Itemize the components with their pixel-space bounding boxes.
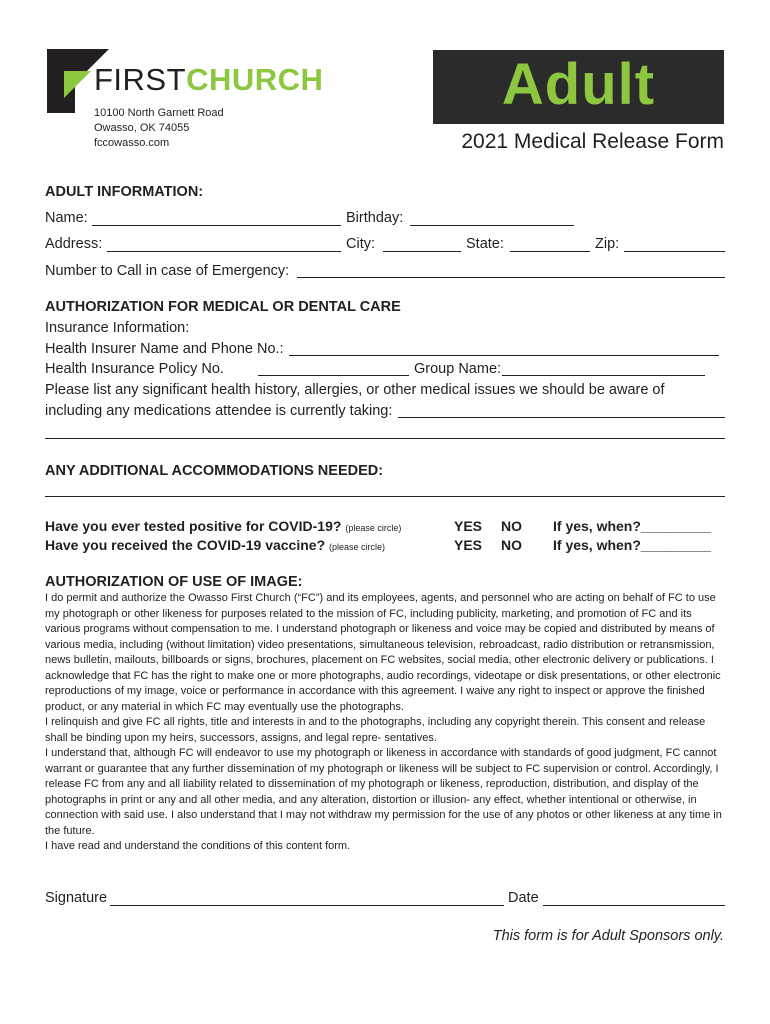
- policy-field[interactable]: [258, 374, 409, 376]
- city-field[interactable]: [383, 250, 461, 252]
- zip-label: Zip:: [595, 236, 620, 252]
- insurer-field[interactable]: [289, 354, 719, 356]
- name-field[interactable]: [92, 224, 341, 226]
- adult-info-heading: ADULT INFORMATION:: [45, 184, 204, 200]
- sponsor-footnote: This form is for Adult Sponsors only.: [492, 928, 724, 944]
- date-field[interactable]: [543, 904, 725, 906]
- covid-vaccine-text: Have you received the COVID-19 vaccine?: [45, 537, 326, 553]
- accommodations-field[interactable]: [45, 495, 725, 497]
- group-label: Group Name:: [414, 361, 502, 377]
- address-label: Address:: [45, 236, 103, 252]
- image-auth-paragraph-4: I have read and understand the conditions of this content form.: [45, 840, 351, 852]
- image-auth-body: [45, 591, 725, 855]
- covid-positive-question: [45, 517, 401, 537]
- covid-vaccine-question: [45, 536, 385, 556]
- covid-positive-no[interactable]: NO: [501, 518, 522, 534]
- name-label: Name:: [45, 210, 88, 226]
- covid-vaccine-no[interactable]: NO: [501, 537, 522, 553]
- covid-positive-when[interactable]: If yes, when?_________: [553, 518, 711, 534]
- signature-field[interactable]: [110, 904, 504, 906]
- zip-field[interactable]: [624, 250, 725, 252]
- address-field[interactable]: [107, 250, 341, 252]
- covid-vaccine-when[interactable]: If yes, when?_________: [553, 537, 711, 553]
- address-line-2: Owasso, OK 74055: [94, 122, 190, 134]
- birthday-field[interactable]: [410, 224, 574, 226]
- history-field-line-2[interactable]: [45, 437, 725, 439]
- covid-positive-yes[interactable]: YES: [454, 518, 483, 534]
- logo-church-text: CHURCH: [186, 62, 324, 97]
- logo-first-text: FIRST: [94, 62, 187, 97]
- covid-vaccine-yes[interactable]: YES: [454, 537, 483, 553]
- insurer-label: Health Insurer Name and Phone No.:: [45, 341, 284, 357]
- covid-vaccine-hint: (please circle): [329, 542, 386, 552]
- image-auth-paragraph-1: I do permit and authorize the Owasso First Church (“FC”) and its employees, agents, and personnel who are acting on behalf of FC to use my photograph or other likeness for purposes related to the mission of FC, including publicity, marketing, and promotion of FC and its various programs without compensation to me. I understand photograph or likeness and voice may be copied and distributed by means of various media, including (without limitation) video presentations, simultaneous television, rebroadcast, radio distribution or retransmission, news bulletin, mailouts, billboards or signs, brochures, placement on FC websites, social media, other electronic delivery or publications. I acknowledge that FC has the right to make one or more photographs, audio recordings, videotape or disk presentations, or other electronic reproductions of my image, voice or performance in accordance with this agreement. I waive any right to inspect or approve the finished product, or any material in which FC may eventually use the photographs.: [45, 592, 721, 713]
- history-field[interactable]: [398, 416, 725, 418]
- emergency-label: Number to Call in case of Emergency:: [45, 263, 290, 279]
- policy-label: Health Insurance Policy No.: [45, 361, 224, 377]
- covid-positive-hint: (please circle): [345, 523, 402, 533]
- city-label: City:: [346, 236, 375, 252]
- emergency-number-field[interactable]: [297, 276, 725, 278]
- adult-badge-label: Adult: [501, 52, 656, 117]
- form-title: 2021 Medical Release Form: [461, 130, 724, 153]
- image-auth-heading: AUTHORIZATION OF USE OF IMAGE:: [45, 574, 303, 590]
- address-line-1: 10100 North Garnett Road: [94, 107, 224, 119]
- medications-label: including any medications attendee is currently taking:: [45, 403, 393, 419]
- adult-badge: [433, 50, 724, 124]
- covid-positive-text: Have you ever tested positive for COVID-19?: [45, 518, 342, 534]
- image-auth-paragraph-2: I relinquish and give FC all rights, title and interests in and to the photographs, including any copyright therein. This consent and release shall be binding upon my heirs, successors, assigns, and legal repre- sentatives.: [45, 716, 706, 744]
- state-label: State:: [466, 236, 504, 252]
- insurance-info-label: Insurance Information:: [45, 320, 190, 336]
- group-field[interactable]: [502, 374, 705, 376]
- church-address: [94, 106, 224, 151]
- image-auth-paragraph-3: I understand that, although FC will endeavor to use my photograph or likeness in accordance with standards of good judgment, FC cannot warrant or guarantee that any further dissemination of my photograph or likeness will be subject to FC supervision or control. Accordingly, I release FC from any and all liability related to dissemination of my photograph or likeness, reproduction, distribution, and display of the photographs in print or any and all other media, and any alteration, distortion or illusion- any effect, whether intentional or otherwise, in connection with said use. I also understand that I may not withdraw my permission for the use of any photos or other likeness at any time in the future.: [45, 747, 722, 837]
- medical-heading: AUTHORIZATION FOR MEDICAL OR DENTAL CARE: [45, 299, 401, 315]
- church-website: fccowasso.com: [94, 137, 170, 149]
- history-prompt: Please list any significant health history, allergies, or other medical issues we should be aware of: [45, 382, 665, 398]
- birthday-label: Birthday:: [346, 210, 404, 226]
- state-field[interactable]: [510, 250, 590, 252]
- accommodations-heading: ANY ADDITIONAL ACCOMMODATIONS NEEDED:: [45, 463, 384, 479]
- signature-label: Signature: [45, 890, 108, 906]
- date-label: Date: [508, 890, 539, 906]
- church-logo-wordmark: [94, 64, 323, 95]
